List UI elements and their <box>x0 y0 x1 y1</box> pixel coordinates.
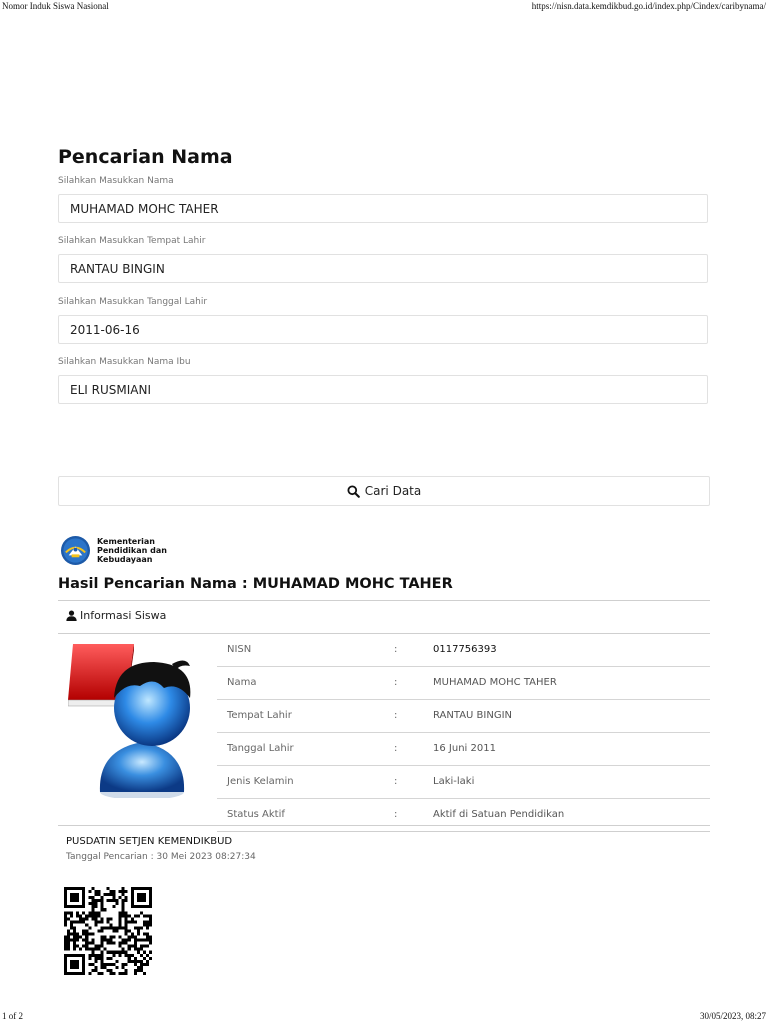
separator: : <box>394 809 398 820</box>
name-input[interactable]: MUHAMAD MOHC TAHER <box>58 194 708 223</box>
separator: : <box>394 710 398 721</box>
page-number: 1 of 2 <box>2 1011 23 1021</box>
search-icon <box>347 485 360 498</box>
page-title: Pencarian Nama <box>58 146 233 168</box>
print-header-url: https://nisn.data.kemdikbud.go.id/index.php/Cindex/caribynama/ <box>531 1 766 11</box>
birthplace-input[interactable]: RANTAU BINGIN <box>58 254 708 283</box>
table-row <box>217 667 710 700</box>
status-value: Aktif di Satuan Pendidikan <box>433 809 565 820</box>
divider <box>58 825 710 826</box>
gender-key: Jenis Kelamin <box>227 776 294 787</box>
search-button-label: Cari Data <box>364 484 422 498</box>
student-info-header <box>66 609 166 622</box>
birthplace-key: Tempat Lahir <box>227 710 292 721</box>
print-footer <box>0 1010 768 1024</box>
birthdate-label: Silahkan Masukkan Tanggal Lahir <box>58 297 208 307</box>
name-value: MUHAMAD MOHC TAHER <box>433 677 557 688</box>
table-row <box>217 799 710 832</box>
student-info-table <box>217 634 710 832</box>
table-row <box>217 733 710 766</box>
qr-code <box>62 887 154 975</box>
divider <box>58 600 710 601</box>
print-header <box>0 0 768 14</box>
status-key: Status Aktif <box>227 809 285 820</box>
kemendikbud-logo <box>60 535 167 566</box>
print-timestamp: 30/05/2023, 08:27 <box>699 1011 766 1021</box>
issuer-org: PUSDATIN SETJEN KEMENDIKBUD <box>66 836 233 847</box>
birthdate-value: 16 Juni 2011 <box>433 743 496 754</box>
search-button[interactable] <box>58 476 710 506</box>
table-row <box>217 700 710 733</box>
kemendikbud-logo-text: Kementerian Pendidikan dan Kebudayaan <box>97 537 167 564</box>
nisn-key: NISN <box>227 644 252 655</box>
name-label: Silahkan Masukkan Nama <box>58 176 174 186</box>
mother-name-input[interactable]: ELI RUSMIANI <box>58 375 708 404</box>
birthdate-input[interactable]: 2011-06-16 <box>58 315 708 344</box>
birthplace-value: RANTAU BINGIN <box>433 710 513 721</box>
tut-wuri-handayani-logo-icon <box>60 535 91 566</box>
user-icon <box>66 610 77 621</box>
student-info-label: Informasi Siswa <box>80 609 167 622</box>
mother-name-label: Silahkan Masukkan Nama Ibu <box>58 357 191 367</box>
birthplace-label: Silahkan Masukkan Tempat Lahir <box>58 236 206 246</box>
birthdate-key: Tanggal Lahir <box>227 743 294 754</box>
separator: : <box>394 677 398 688</box>
table-row <box>217 634 710 667</box>
name-key: Nama <box>227 677 257 688</box>
table-row <box>217 766 710 799</box>
result-title: Hasil Pencarian Nama : MUHAMAD MOHC TAHER <box>58 576 453 592</box>
gender-value: Laki-laki <box>433 776 475 787</box>
separator: : <box>394 644 398 655</box>
nisn-value: 0117756393 <box>433 644 497 655</box>
student-avatar-icon <box>68 642 208 798</box>
print-header-title: Nomor Induk Siswa Nasional <box>2 1 109 11</box>
separator: : <box>394 776 398 787</box>
separator: : <box>394 743 398 754</box>
search-timestamp: Tanggal Pencarian : 30 Mei 2023 08:27:34 <box>66 852 256 862</box>
